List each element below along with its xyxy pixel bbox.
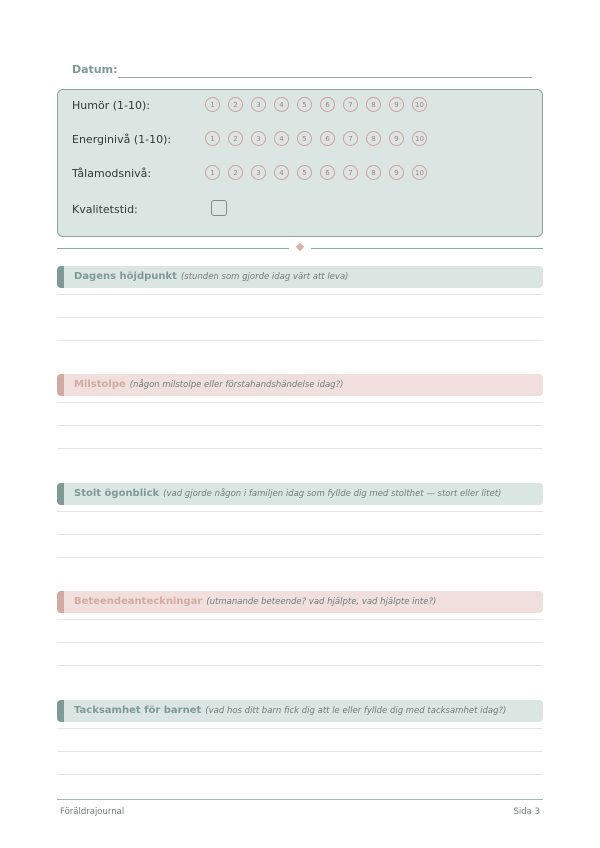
divider-line-right <box>311 248 543 249</box>
writing-line[interactable] <box>57 534 543 535</box>
section-header <box>57 483 543 505</box>
writing-line[interactable] <box>57 448 543 449</box>
rating-option[interactable]: 3 <box>251 97 266 112</box>
section-accent-bar <box>57 374 64 396</box>
writing-line[interactable] <box>57 774 543 775</box>
rating-option[interactable]: 5 <box>297 97 312 112</box>
section-title: Tacksamhet för barnet <box>74 705 202 716</box>
writing-line[interactable] <box>57 619 543 620</box>
section-highlight <box>57 266 543 288</box>
section-accent-bar <box>57 591 64 613</box>
rating-option[interactable]: 5 <box>297 131 312 146</box>
writing-line[interactable] <box>57 557 543 558</box>
writing-line[interactable] <box>57 511 543 512</box>
writing-line[interactable] <box>57 340 543 341</box>
rating-option[interactable]: 6 <box>320 165 335 180</box>
section-header <box>57 700 543 722</box>
patience-scale <box>205 165 435 180</box>
section-proud-moment <box>57 483 543 505</box>
energy-scale <box>205 131 435 146</box>
section-title: Stolt ögonblick <box>74 488 160 499</box>
rating-option[interactable]: 2 <box>228 165 243 180</box>
section-behavior-notes <box>57 591 543 613</box>
rating-option[interactable]: 6 <box>320 131 335 146</box>
section-hint: (utmanande beteende? vad hjälpte, vad hjälpte inte?) <box>206 597 437 607</box>
writing-line[interactable] <box>57 402 543 403</box>
section-accent-bar <box>57 266 64 288</box>
rating-option[interactable]: 2 <box>228 97 243 112</box>
diamond-icon <box>296 243 304 251</box>
section-accent-bar <box>57 483 64 505</box>
rating-option[interactable]: 8 <box>366 97 381 112</box>
rating-option[interactable]: 7 <box>343 131 358 146</box>
rating-option[interactable]: 3 <box>251 165 266 180</box>
section-hint: (någon milstolpe eller förstahandshändelse idag?) <box>129 380 344 390</box>
divider-line-left <box>57 248 289 249</box>
section-title: Milstolpe <box>74 379 126 390</box>
section-title: Dagens höjdpunkt <box>74 271 177 282</box>
section-hint: (stunden som gjorde idag värt att leva) <box>180 272 349 282</box>
section-title: Beteendeanteckningar <box>74 596 203 607</box>
footer-journal-name: Föräldrajournal <box>60 807 125 817</box>
date-row <box>72 62 532 80</box>
rating-option[interactable]: 4 <box>274 97 289 112</box>
rating-option[interactable]: 6 <box>320 97 335 112</box>
mood-scale <box>205 97 435 112</box>
rating-option[interactable]: 8 <box>366 131 381 146</box>
rating-option[interactable]: 7 <box>343 97 358 112</box>
quality-time-label: Kvalitetstid: <box>72 203 138 216</box>
rating-panel <box>57 89 543 237</box>
date-input-line[interactable] <box>118 77 532 78</box>
writing-line[interactable] <box>57 728 543 729</box>
section-header <box>57 591 543 613</box>
footer-divider <box>57 799 543 800</box>
date-label: Datum: <box>72 63 118 76</box>
rating-option[interactable]: 9 <box>389 165 404 180</box>
rating-option[interactable]: 7 <box>343 165 358 180</box>
writing-line[interactable] <box>57 751 543 752</box>
rating-option[interactable]: 2 <box>228 131 243 146</box>
writing-line[interactable] <box>57 665 543 666</box>
section-gratitude <box>57 700 543 722</box>
rating-option[interactable]: 1 <box>205 131 220 146</box>
patience-label: Tålamodsnivå: <box>72 167 152 180</box>
rating-option[interactable]: 3 <box>251 131 266 146</box>
rating-option[interactable]: 1 <box>205 97 220 112</box>
section-hint: (vad hos ditt barn fick dig att le eller fyllde dig med tacksamhet idag?) <box>205 706 507 716</box>
writing-line[interactable] <box>57 642 543 643</box>
energy-label: Energinivå (1-10): <box>72 133 172 146</box>
rating-option[interactable]: 8 <box>366 165 381 180</box>
ornamental-divider <box>57 246 543 252</box>
mood-label: Humör (1-10): <box>72 99 150 112</box>
writing-line[interactable] <box>57 425 543 426</box>
section-accent-bar <box>57 700 64 722</box>
quality-time-checkbox[interactable] <box>211 200 227 216</box>
writing-line[interactable] <box>57 294 543 295</box>
rating-option[interactable]: 1 <box>205 165 220 180</box>
rating-option[interactable]: 10 <box>412 165 427 180</box>
writing-line[interactable] <box>57 317 543 318</box>
rating-option[interactable]: 9 <box>389 97 404 112</box>
rating-option[interactable]: 10 <box>412 131 427 146</box>
rating-option[interactable]: 4 <box>274 165 289 180</box>
footer-page-number: Sida 3 <box>513 807 540 817</box>
rating-option[interactable]: 4 <box>274 131 289 146</box>
rating-option[interactable]: 9 <box>389 131 404 146</box>
section-header <box>57 374 543 396</box>
section-hint: (vad gjorde någon i familjen idag som fyllde dig med stolthet — stort eller litet) <box>163 489 502 499</box>
section-header <box>57 266 543 288</box>
rating-option[interactable]: 10 <box>412 97 427 112</box>
section-milestone <box>57 374 543 396</box>
rating-option[interactable]: 5 <box>297 165 312 180</box>
